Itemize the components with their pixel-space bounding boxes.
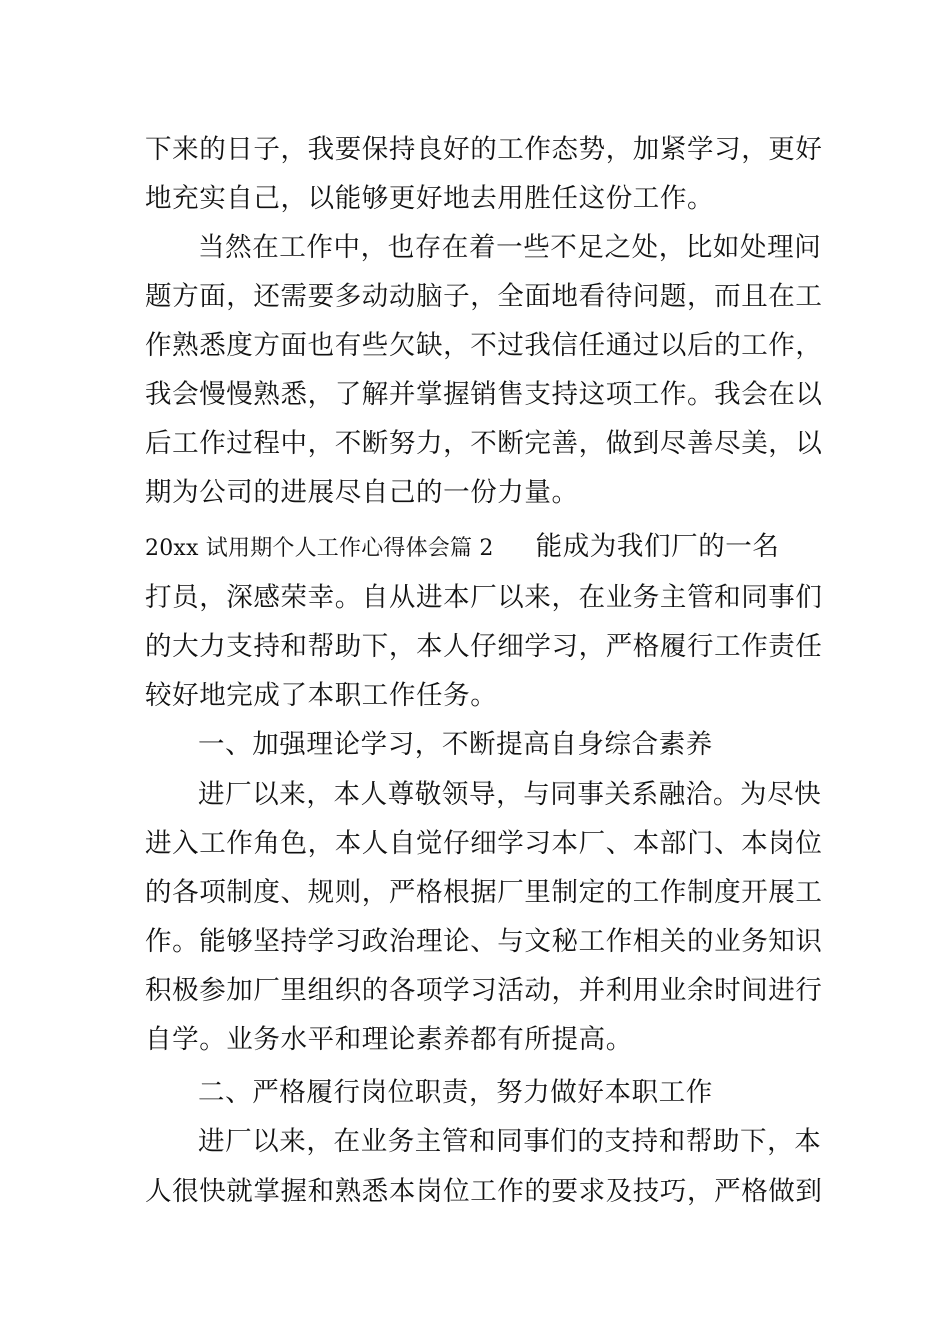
text-line: 的各项制度、规则，严格根据厂里制定的工作制度开展工 (145, 877, 823, 908)
subheading: 二、严格履行岗位职责，努力做好本职工作 (198, 1077, 713, 1108)
text-line: 打员，深感荣幸。自从进本厂以来，在业务主管和同事们 (145, 582, 823, 613)
text-line: 较好地完成了本职工作任务。 (145, 680, 498, 711)
text-line: 当然在工作中，也存在着一些不足之处，比如处理问 (198, 232, 822, 263)
text-line: 自学。业务水平和理论素养都有所提高。 (145, 1024, 633, 1055)
text-line: 作熟悉度方面也有些欠缺，不过我信任通过以后的工作， (145, 330, 823, 361)
text-line: 作。能够坚持学习政治理论、与文秘工作相关的业务知识 (145, 926, 823, 957)
text-line: 地充实自己，以能够更好地去用胜任这份工作。 (145, 183, 715, 214)
text-fragment: 能成为我们厂的一名 (535, 531, 780, 562)
text-line: 进厂以来，本人尊敬领导，与同事关系融洽。为尽快 (198, 779, 822, 810)
text-line: 期为公司的进展尽自己的一份力量。 (145, 477, 579, 508)
text-line: 下来的日子，我要保持良好的工作态势，加紧学习，更好 (145, 134, 823, 165)
section-heading: 20xx 试用期个人工作心得体会篇 2 (145, 536, 494, 561)
text-line: 人很快就掌握和熟悉本岗位工作的要求及技巧，严格做到 (145, 1176, 823, 1207)
text-line: 进入工作角色，本人自觉仔细学习本厂、本部门、本岗位 (145, 828, 823, 859)
text-line: 题方面，还需要多动动脑子，全面地看待问题，而且在工 (145, 281, 823, 312)
text-line: 我会慢慢熟悉，了解并掌握销售支持这项工作。我会在以 (145, 379, 823, 410)
text-line: 进厂以来，在业务主管和同事们的支持和帮助下，本 (198, 1126, 822, 1157)
section-heading-line (145, 522, 810, 572)
subheading: 一、加强理论学习，不断提高自身综合素养 (198, 729, 713, 760)
text-line: 后工作过程中，不断努力，不断完善，做到尽善尽美，以 (145, 428, 823, 459)
text-line: 的大力支持和帮助下，本人仔细学习，严格履行工作责任 (145, 631, 823, 662)
text-line: 积极参加厂里组织的各项学习活动，并利用业余时间进行 (145, 975, 823, 1006)
